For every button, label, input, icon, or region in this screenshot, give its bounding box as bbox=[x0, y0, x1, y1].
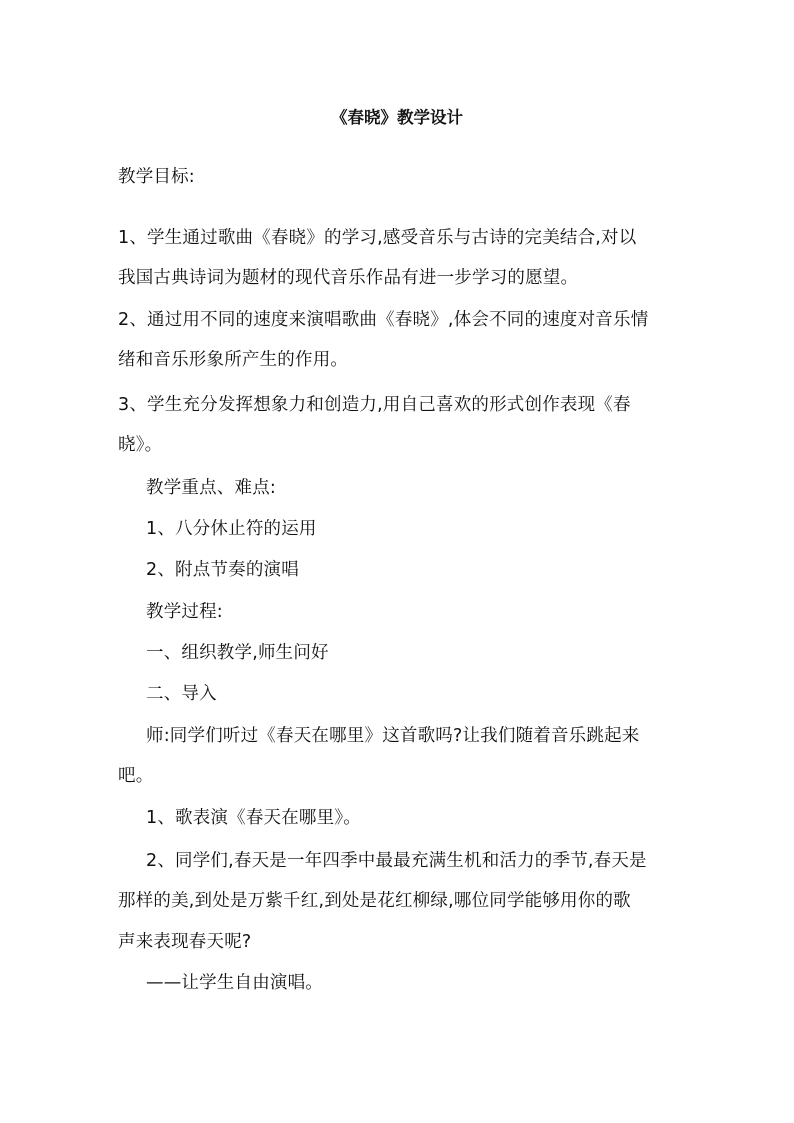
key-point-2: 2、附点节奏的演唱 bbox=[146, 560, 299, 580]
process-heading: 教学过程: bbox=[146, 602, 223, 622]
document-title: 《春晓》教学设计 bbox=[331, 108, 463, 127]
key-point-1: 1、八分休止符的运用 bbox=[146, 519, 317, 539]
activity-2-line-1: 2、同学们,春天是一年四季中最最充满生机和活力的季节,春天是 bbox=[146, 851, 647, 871]
activity-1: 1、歌表演《春天在哪里》。 bbox=[146, 808, 361, 828]
objective-3-line-1: 3、学生充分发挥想象力和创造力,用自己喜欢的形式创作表现《春 bbox=[118, 395, 631, 415]
teacher-line-2: 吧。 bbox=[118, 766, 154, 786]
step-1: 一、组织教学,师生问好 bbox=[146, 643, 329, 663]
objectives-heading: 教学目标: bbox=[118, 167, 195, 187]
step-2: 二、导入 bbox=[146, 684, 217, 704]
teacher-line-1: 师:同学们听过《春天在哪里》这首歌吗?让我们随着音乐跳起来 bbox=[146, 726, 640, 746]
free-singing-note: ——让学生自由演唱。 bbox=[146, 973, 323, 993]
key-points-heading: 教学重点、难点: bbox=[146, 478, 276, 498]
activity-2-line-3: 声来表现春天呢? bbox=[118, 932, 252, 952]
objective-1-line-2: 我国古典诗词为题材的现代音乐作品有进一步学习的愿望。 bbox=[118, 268, 579, 288]
objective-2-line-1: 2、通过用不同的速度来演唱歌曲《春晓》,体会不同的速度对音乐情 bbox=[118, 310, 649, 330]
objective-1-line-1: 1、学生通过歌曲《春晓》的学习,感受音乐与古诗的完美结合,对以 bbox=[118, 228, 637, 248]
activity-2-line-2: 那样的美,到处是万紫千红,到处是花红柳绿,哪位同学能够用你的歌 bbox=[118, 891, 631, 911]
objective-3-line-2: 晓》。 bbox=[118, 435, 163, 455]
objective-2-line-2: 绪和音乐形象所产生的作用。 bbox=[118, 350, 349, 370]
